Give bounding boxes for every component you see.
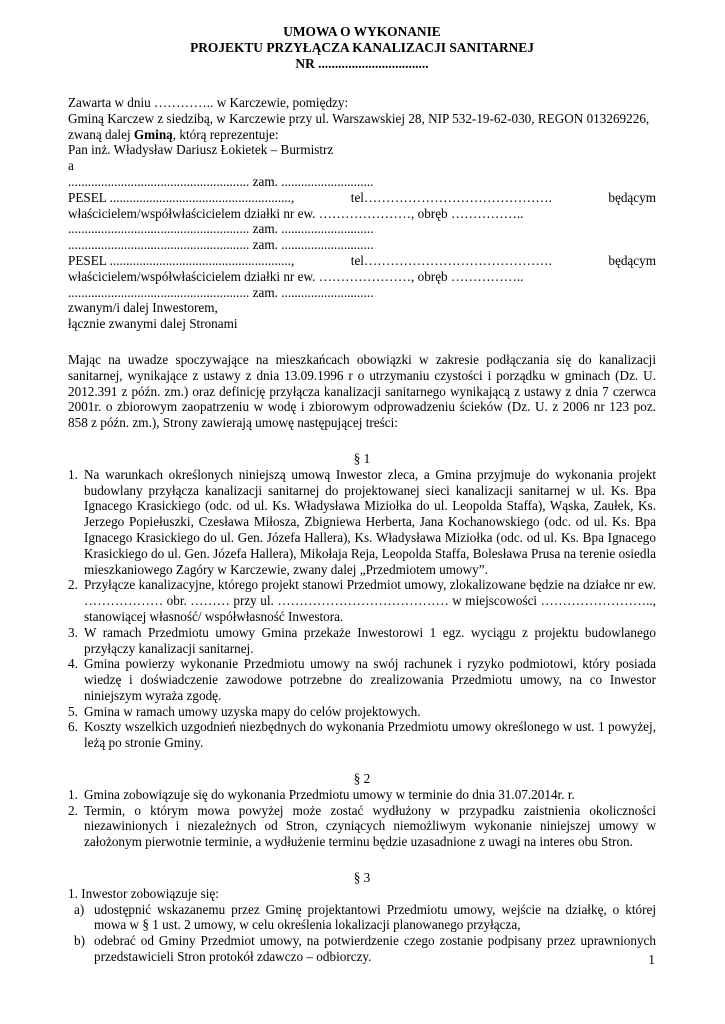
contract-intro xyxy=(68,95,656,332)
item-number: 2. xyxy=(68,802,78,818)
pesel-line-2 xyxy=(68,253,656,269)
representative: Pan inż. Władysław Dariusz Łokietek – Burmistrz xyxy=(68,142,334,158)
item-number: 1. xyxy=(68,466,78,482)
address-line-3: ....................................................... zam. ............................ xyxy=(68,237,374,253)
section-3-heading: § 3 xyxy=(353,870,371,886)
item-text: Termin, o którym mowa powyżej może zostać wydłużony w przypadku zaistnienia okoliczności niezawinionych i niezależnych od Stron, czyniących niemożliwym wykonanie niniejszej umowy w założonym pierwotnie terminie, a wydłużenie terminu będzie uzasadnione z uwagi na interes obu Stron. xyxy=(84,802,656,850)
gmina-post: , którą reprezentuje: xyxy=(172,126,279,142)
address-line-2: ....................................................... zam. ............................ xyxy=(68,221,374,237)
page-number: 1 xyxy=(648,952,655,967)
intro-date-line: Zawarta w dniu ………….. w Karczewie, pomiędzy: xyxy=(68,95,349,110)
item-number: 6. xyxy=(68,719,78,735)
item-text: W ramach Przedmiotu umowy Gmina przekaże Inwestorowi 1 egz. wyciągu z projektu budowlanego przyłączy kanalizacji sanitarnej. xyxy=(84,624,656,656)
being-label-2: będącym xyxy=(608,252,656,268)
owner-line-2: właścicielem/współwłaścicielem działki nr ew. …………………, obręb …………….. xyxy=(68,268,524,284)
pesel-field-1: PESEL ......................................................., xyxy=(68,189,295,205)
item-text: odebrać od Gminy Przedmiot umowy, na potwierdzenie czego zostanie podpisany przez uprawnionych przedstawicieli Stron protokół zdawczo – odbiorczy. xyxy=(94,933,656,965)
item-text: Gmina zobowiązuje się do wykonania Przedmiotu umowy w terminie do dnia 31.07.2014r. r. xyxy=(84,786,575,802)
tel-field-1: tel……………………………………. xyxy=(350,189,552,205)
document-title xyxy=(68,24,656,72)
gmina-bold: Gminą xyxy=(133,126,173,142)
item-number: 3. xyxy=(68,624,78,640)
item-text: Przyłącze kanalizacyjne, którego projekt stanowi Przedmiot umowy, zlokalizowane będzie na działce nr ew. ……………… obr. ……… przy ul. ………………………………… w miejscowości …………………….., stanowiącej własność/ współwłasność Inwestora. xyxy=(84,577,656,624)
list-item xyxy=(68,656,656,703)
list-item xyxy=(68,902,656,934)
being-label-1: będącym xyxy=(608,189,656,205)
list-item xyxy=(68,625,656,657)
list-item xyxy=(68,803,656,850)
item-letter: a) xyxy=(74,901,85,917)
section-1-heading: § 1 xyxy=(353,450,371,466)
list-item xyxy=(68,467,656,578)
item-text: Gmina w ramach umowy uzyska mapy do celów projektowych. xyxy=(84,703,421,719)
investor-definition: zwanym/i dalej Inwestorem, xyxy=(68,300,218,316)
item-text: udostępnić wskazanemu przez Gminę projektantowi Przedmiotu umowy, wejście na działkę, o której mowa w § 1 ust. 2 umowy, w celu określenia lokalizacji planowanego przyłącza, xyxy=(94,901,656,933)
pesel-field-2: PESEL ......................................................., xyxy=(68,252,295,268)
item-number: 4. xyxy=(68,656,78,672)
gmina-description xyxy=(68,111,656,143)
preamble: Mając na uwadze spoczywające na mieszkańcach obowiązki w zakresie podłączania się do kanalizacji sanitarnej, wynikające z ustawy z dnia 13.09.1996 r o utrzymaniu czystości i porządku w gminach (Dz. U. 2012.391 z późn. zm.) oraz definicję przyłącza kanalizacji sanitarnego wynikającą z ustawy z dnia 7 czerwca 2001r. o zbiorowym zaopatrzeniu w wodę i zbiorowym odprowadzeniu ścieków (Dz. U. z 2006 nr 123 poz. 858 z późn. zm.), Strony zawierają umowę następującej treści: xyxy=(68,351,656,431)
list-item xyxy=(68,787,656,803)
address-line-1: ....................................................... zam. ............................ xyxy=(68,173,374,189)
item-letter: b) xyxy=(74,933,85,949)
section-2-heading: § 2 xyxy=(353,771,371,787)
list-item xyxy=(68,577,656,624)
gmina-pre: Gminą Karczew z siedzibą, w Karczewie przy ul. Warszawskiej 28, NIP 532-19-62-030, REGON 013269226, zwaną dalej xyxy=(68,110,650,142)
list-item xyxy=(68,719,656,751)
document-page xyxy=(68,24,656,965)
address-line-4: ....................................................... zam. ............................ xyxy=(68,284,374,300)
owner-line-1: właścicielem/współwłaścicielem działki nr ew. …………………, obręb …………….. xyxy=(68,205,524,221)
section-3-lead: 1. Inwestor zobowiązuje się: xyxy=(68,885,219,901)
pesel-line-1 xyxy=(68,190,656,206)
item-number: 1. xyxy=(68,786,78,802)
item-text: Gmina powierzy wykonanie Przedmiotu umowy na swój rachunek i ryzyko podmiotowi, który posiada wiedzę i doświadczenie zawodowe potrzebne do zrealizowania Przedmiotu umowy, na co Inwestor niniejszym wyraża zgodę. xyxy=(84,656,656,703)
tel-field-2: tel……………………………………. xyxy=(350,252,552,268)
title-line-1: UMOWA O WYKONANIE xyxy=(283,24,441,39)
item-text: Na warunkach określonych niniejszą umową Inwestor zleca, a Gmina przyjmuje do wykonania projekt budowlany przyłącza kanalizacji sanitarnej do projektowanej sieci kanalizacji sanitarnej w ul. Ks. Bpa Ignacego Krasickiego (odc. od ul. Ks. Władysława Miziołka do ul. Leopolda Staffa), Wąska, Zaułek, Ks. Jerzego Popiełuszki, Czesława Miłosza, Zbigniewa Herberta, Jana Kochanowskiego (odc. od ul. Ks. Bpa Ignacego Krasickiego do ul. Gen. Józefa Hallera), Ks. Władysława Miziołka (odc. od ul. Ks. Bpa Ignacego Krasickiego do ul. Gen. Józefa Hallera), Mikołaja Reja, Leopolda Staffa, Bolesława Prusa na terenie osiedla mieszkaniowego Zagóry w Karczewie, zwany dalej „Przedmiotem umowy”. xyxy=(84,466,656,577)
conjunction-a: a xyxy=(68,158,74,174)
list-item xyxy=(68,933,656,965)
list-item xyxy=(68,704,656,720)
item-number: 2. xyxy=(68,577,78,593)
title-line-2: PROJEKTU PRZYŁĄCZA KANALIZACJI SANITARNEJ xyxy=(190,40,534,55)
item-number: 5. xyxy=(68,703,78,719)
item-text: Koszty wszelkich uzgodnień niezbędnych do wykonania Przedmiotu umowy określonego w ust. 1 powyżej, leżą po stronie Gminy. xyxy=(84,719,656,751)
section-3-list xyxy=(68,902,656,965)
title-line-3: NR ................................. xyxy=(295,56,429,71)
section-2-list xyxy=(68,787,656,850)
section-1-list xyxy=(68,467,656,751)
parties-definition: łącznie zwanymi dalej Stronami xyxy=(68,316,238,332)
